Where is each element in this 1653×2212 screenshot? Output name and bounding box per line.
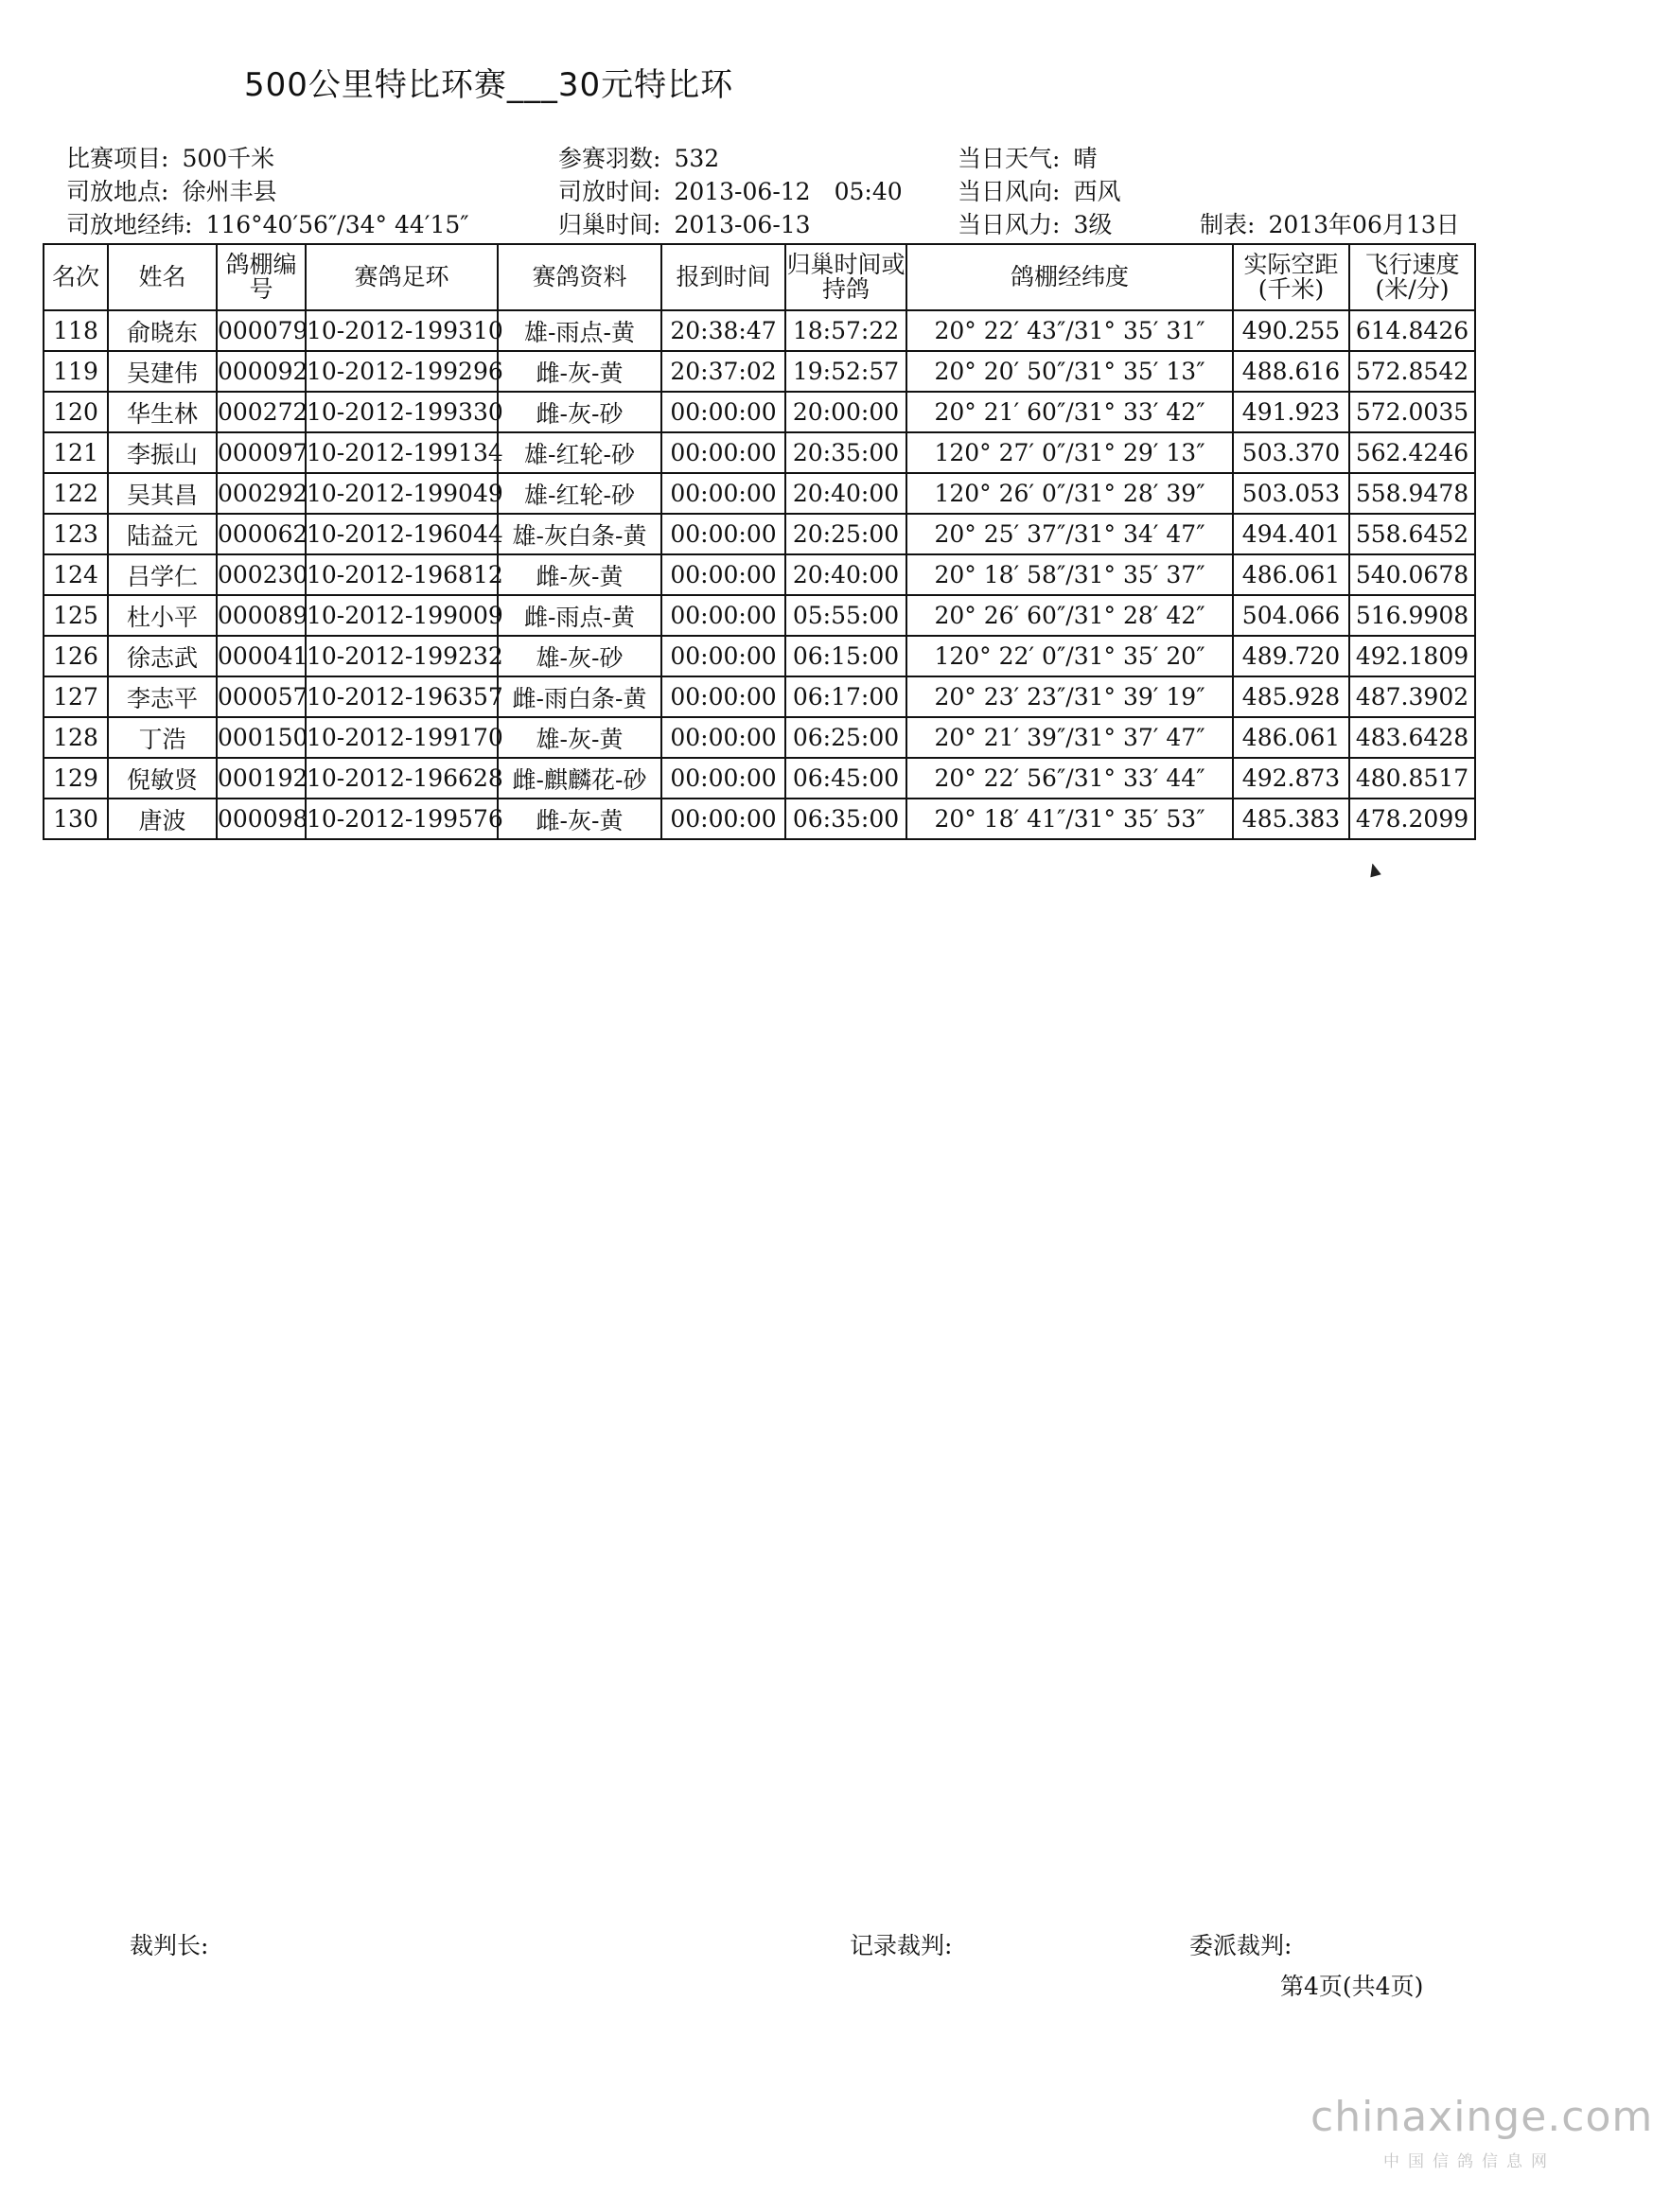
header-ring: 赛鸽足环	[306, 244, 498, 310]
cell-name: 李振山	[108, 432, 217, 473]
cell-name: 吴其昌	[108, 473, 217, 514]
header-loft-id: 鸽棚编号	[217, 244, 306, 310]
weather-info	[958, 140, 1097, 174]
release-site-label: 司放地点:	[66, 178, 169, 205]
made-date-value: 2013年06月13日	[1268, 211, 1460, 238]
cell-pigeon-info: 雌-灰-砂	[498, 392, 661, 432]
cell-report-time: 20:38:47	[661, 310, 785, 351]
cell-report-time: 00:00:00	[661, 554, 785, 595]
release-site-value: 徐州丰县	[182, 178, 277, 205]
scan-speck	[1365, 863, 1383, 881]
cell-distance: 491.923	[1233, 392, 1349, 432]
cell-arrival-time: 20:35:00	[785, 432, 906, 473]
event-label: 比赛项目:	[66, 145, 169, 172]
cell-rank: 125	[44, 595, 108, 636]
cell-ring: 10-2012-199576	[306, 799, 498, 839]
cell-rank: 127	[44, 676, 108, 717]
entries-label: 参赛羽数:	[558, 145, 661, 172]
cell-rank: 120	[44, 392, 108, 432]
cell-arrival-time: 05:55:00	[785, 595, 906, 636]
release-site-info	[66, 173, 276, 207]
cell-speed: 558.6452	[1349, 514, 1475, 554]
table-row	[44, 758, 1475, 799]
cell-report-time: 00:00:00	[661, 717, 785, 758]
cell-ring: 10-2012-199170	[306, 717, 498, 758]
cell-loft-coord: 20° 21′ 60″/31° 33′ 42″	[906, 392, 1233, 432]
cell-pigeon-info: 雄-红轮-砂	[498, 473, 661, 514]
cell-loft-coord: 120° 27′ 0″/31° 29′ 13″	[906, 432, 1233, 473]
cell-loft-id: 000089	[217, 595, 306, 636]
cell-arrival-time: 20:25:00	[785, 514, 906, 554]
table-row	[44, 636, 1475, 676]
cell-rank: 130	[44, 799, 108, 839]
table-row	[44, 717, 1475, 758]
cell-arrival-time: 06:45:00	[785, 758, 906, 799]
table-row	[44, 554, 1475, 595]
entries-value: 532	[674, 145, 720, 172]
wind-dir-label: 当日风向:	[958, 178, 1061, 205]
cell-loft-coord: 20° 26′ 60″/31° 28′ 42″	[906, 595, 1233, 636]
cell-arrival-time: 20:00:00	[785, 392, 906, 432]
cell-loft-coord: 20° 25′ 37″/31° 34′ 47″	[906, 514, 1233, 554]
watermark-subtitle: 中国信鸽信息网	[1383, 2152, 1556, 2171]
cell-rank: 122	[44, 473, 108, 514]
table-row	[44, 473, 1475, 514]
cell-pigeon-info: 雌-灰-黄	[498, 799, 661, 839]
cell-name: 吕学仁	[108, 554, 217, 595]
cell-loft-coord: 120° 22′ 0″/31° 35′ 20″	[906, 636, 1233, 676]
wind-dir-info	[958, 173, 1120, 207]
header-loft-coord: 鸽棚经纬度	[906, 244, 1233, 310]
cell-distance: 490.255	[1233, 310, 1349, 351]
release-coord-info	[66, 206, 469, 240]
cell-name: 倪敏贤	[108, 758, 217, 799]
header-pigeon-info: 赛鸽资料	[498, 244, 661, 310]
cell-loft-coord: 120° 26′ 0″/31° 28′ 39″	[906, 473, 1233, 514]
cell-loft-id: 000079	[217, 310, 306, 351]
cell-pigeon-info: 雌-麒麟花-砂	[498, 758, 661, 799]
cell-name: 华生林	[108, 392, 217, 432]
cell-report-time: 00:00:00	[661, 799, 785, 839]
made-label: 制表:	[1200, 211, 1256, 238]
cell-report-time: 00:00:00	[661, 432, 785, 473]
cell-ring: 10-2012-196044	[306, 514, 498, 554]
cell-pigeon-info: 雄-灰-黄	[498, 717, 661, 758]
cell-rank: 123	[44, 514, 108, 554]
release-coord-label: 司放地经纬:	[66, 211, 193, 238]
cell-loft-id: 000192	[217, 758, 306, 799]
cell-ring: 10-2012-199049	[306, 473, 498, 514]
cell-pigeon-info: 雄-雨点-黄	[498, 310, 661, 351]
cell-loft-id: 000230	[217, 554, 306, 595]
cell-pigeon-info: 雌-雨白条-黄	[498, 676, 661, 717]
cell-distance: 486.061	[1233, 717, 1349, 758]
cell-loft-coord: 20° 21′ 39″/31° 37′ 47″	[906, 717, 1233, 758]
cell-report-time: 00:00:00	[661, 595, 785, 636]
cell-report-time: 00:00:00	[661, 392, 785, 432]
cell-speed: 492.1809	[1349, 636, 1475, 676]
cell-pigeon-info: 雄-灰-砂	[498, 636, 661, 676]
header-name: 姓名	[108, 244, 217, 310]
cell-loft-id: 000057	[217, 676, 306, 717]
cell-speed: 483.6428	[1349, 717, 1475, 758]
event-info	[66, 140, 274, 174]
cell-rank: 129	[44, 758, 108, 799]
header-arrival-time: 归巢时间或持鸽	[785, 244, 906, 310]
cell-ring: 10-2012-196812	[306, 554, 498, 595]
cell-loft-coord: 20° 22′ 43″/31° 35′ 31″	[906, 310, 1233, 351]
cell-name: 吴建伟	[108, 351, 217, 392]
cell-distance: 488.616	[1233, 351, 1349, 392]
cell-speed: 572.0035	[1349, 392, 1475, 432]
results-table	[43, 243, 1476, 840]
watermark-site: chinaxinge.com	[1310, 2093, 1653, 2141]
cell-distance: 503.053	[1233, 473, 1349, 514]
cell-loft-coord: 20° 18′ 58″/31° 35′ 37″	[906, 554, 1233, 595]
cell-name: 陆益元	[108, 514, 217, 554]
cell-arrival-time: 20:40:00	[785, 554, 906, 595]
cell-distance: 486.061	[1233, 554, 1349, 595]
cell-ring: 10-2012-199330	[306, 392, 498, 432]
cell-report-time: 00:00:00	[661, 473, 785, 514]
cell-name: 杜小平	[108, 595, 217, 636]
assigned-judge-label: 委派裁判:	[1189, 1932, 1293, 1959]
cell-distance: 504.066	[1233, 595, 1349, 636]
release-time-label: 司放时间:	[558, 178, 661, 205]
cell-report-time: 00:00:00	[661, 514, 785, 554]
cell-arrival-time: 06:15:00	[785, 636, 906, 676]
cell-loft-id: 000272	[217, 392, 306, 432]
cell-rank: 119	[44, 351, 108, 392]
table-row	[44, 432, 1475, 473]
wind-force-info	[958, 206, 1112, 240]
cell-ring: 10-2012-199232	[306, 636, 498, 676]
cell-rank: 128	[44, 717, 108, 758]
cell-distance: 485.383	[1233, 799, 1349, 839]
cell-loft-coord: 20° 20′ 50″/31° 35′ 13″	[906, 351, 1233, 392]
cell-loft-id: 000041	[217, 636, 306, 676]
page-number: 第4页(共4页)	[1280, 1973, 1424, 2000]
cell-report-time: 00:00:00	[661, 676, 785, 717]
table-row	[44, 595, 1475, 636]
entries-info	[558, 140, 719, 174]
cell-name: 丁浩	[108, 717, 217, 758]
table-header-row	[44, 244, 1475, 310]
wind-dir-value: 西风	[1073, 178, 1121, 205]
cell-pigeon-info: 雄-红轮-砂	[498, 432, 661, 473]
cell-distance: 503.370	[1233, 432, 1349, 473]
header-distance: 实际空距(千米)	[1233, 244, 1349, 310]
cell-pigeon-info: 雌-灰-黄	[498, 351, 661, 392]
cell-arrival-time: 06:25:00	[785, 717, 906, 758]
release-coord-value: 116°40′56″/34° 44′15″	[205, 211, 469, 238]
table-row	[44, 676, 1475, 717]
cell-loft-coord: 20° 18′ 41″/31° 35′ 53″	[906, 799, 1233, 839]
cell-speed: 540.0678	[1349, 554, 1475, 595]
cell-ring: 10-2012-199009	[306, 595, 498, 636]
cell-rank: 118	[44, 310, 108, 351]
table-row	[44, 351, 1475, 392]
header-speed: 飞行速度(米/分)	[1349, 244, 1475, 310]
cell-arrival-time: 06:17:00	[785, 676, 906, 717]
table-row	[44, 392, 1475, 432]
cell-speed: 572.8542	[1349, 351, 1475, 392]
return-time-label: 归巢时间:	[558, 211, 661, 238]
header-report-time: 报到时间	[661, 244, 785, 310]
cell-speed: 487.3902	[1349, 676, 1475, 717]
wind-force-value: 3级	[1073, 211, 1113, 238]
cell-ring: 10-2012-196628	[306, 758, 498, 799]
cell-pigeon-info: 雄-灰白条-黄	[498, 514, 661, 554]
weather-label: 当日天气:	[958, 145, 1061, 172]
cell-ring: 10-2012-196357	[306, 676, 498, 717]
cell-name: 徐志武	[108, 636, 217, 676]
page-title: 500公里特比环赛___30元特比环	[244, 66, 734, 104]
cell-loft-id: 000092	[217, 351, 306, 392]
cell-speed: 562.4246	[1349, 432, 1475, 473]
cell-distance: 492.873	[1233, 758, 1349, 799]
release-time-value: 2013-06-12 05:40	[674, 178, 903, 205]
cell-rank: 121	[44, 432, 108, 473]
cell-ring: 10-2012-199310	[306, 310, 498, 351]
cell-loft-id: 000098	[217, 799, 306, 839]
record-judge-label: 记录裁判:	[850, 1932, 953, 1959]
cell-loft-coord: 20° 22′ 56″/31° 33′ 44″	[906, 758, 1233, 799]
cell-distance: 494.401	[1233, 514, 1349, 554]
cell-report-time: 00:00:00	[661, 758, 785, 799]
cell-loft-id: 000150	[217, 717, 306, 758]
event-value: 500千米	[182, 145, 275, 172]
cell-speed: 614.8426	[1349, 310, 1475, 351]
cell-name: 李志平	[108, 676, 217, 717]
cell-loft-coord: 20° 23′ 23″/31° 39′ 19″	[906, 676, 1233, 717]
cell-ring: 10-2012-199134	[306, 432, 498, 473]
weather-value: 晴	[1073, 145, 1098, 172]
cell-distance: 485.928	[1233, 676, 1349, 717]
cell-arrival-time: 06:35:00	[785, 799, 906, 839]
cell-loft-id: 000097	[217, 432, 306, 473]
cell-pigeon-info: 雌-雨点-黄	[498, 595, 661, 636]
table-row	[44, 799, 1475, 839]
return-time-info	[558, 206, 811, 240]
table-row	[44, 514, 1475, 554]
table-row	[44, 310, 1475, 351]
cell-rank: 124	[44, 554, 108, 595]
cell-loft-id: 000292	[217, 473, 306, 514]
cell-ring: 10-2012-199296	[306, 351, 498, 392]
cell-arrival-time: 19:52:57	[785, 351, 906, 392]
cell-pigeon-info: 雌-灰-黄	[498, 554, 661, 595]
release-time-info	[558, 173, 903, 207]
cell-speed: 558.9478	[1349, 473, 1475, 514]
made-date-info	[1200, 206, 1460, 240]
cell-name: 唐波	[108, 799, 217, 839]
cell-speed: 478.2099	[1349, 799, 1475, 839]
cell-rank: 126	[44, 636, 108, 676]
cell-report-time: 00:00:00	[661, 636, 785, 676]
cell-arrival-time: 20:40:00	[785, 473, 906, 514]
cell-arrival-time: 18:57:22	[785, 310, 906, 351]
cell-name: 俞晓东	[108, 310, 217, 351]
chief-judge-label: 裁判长:	[130, 1932, 209, 1959]
cell-distance: 489.720	[1233, 636, 1349, 676]
cell-report-time: 20:37:02	[661, 351, 785, 392]
wind-force-label: 当日风力:	[958, 211, 1061, 238]
header-rank: 名次	[44, 244, 108, 310]
cell-loft-id: 000062	[217, 514, 306, 554]
return-time-value: 2013-06-13	[674, 211, 811, 238]
cell-speed: 516.9908	[1349, 595, 1475, 636]
cell-speed: 480.8517	[1349, 758, 1475, 799]
